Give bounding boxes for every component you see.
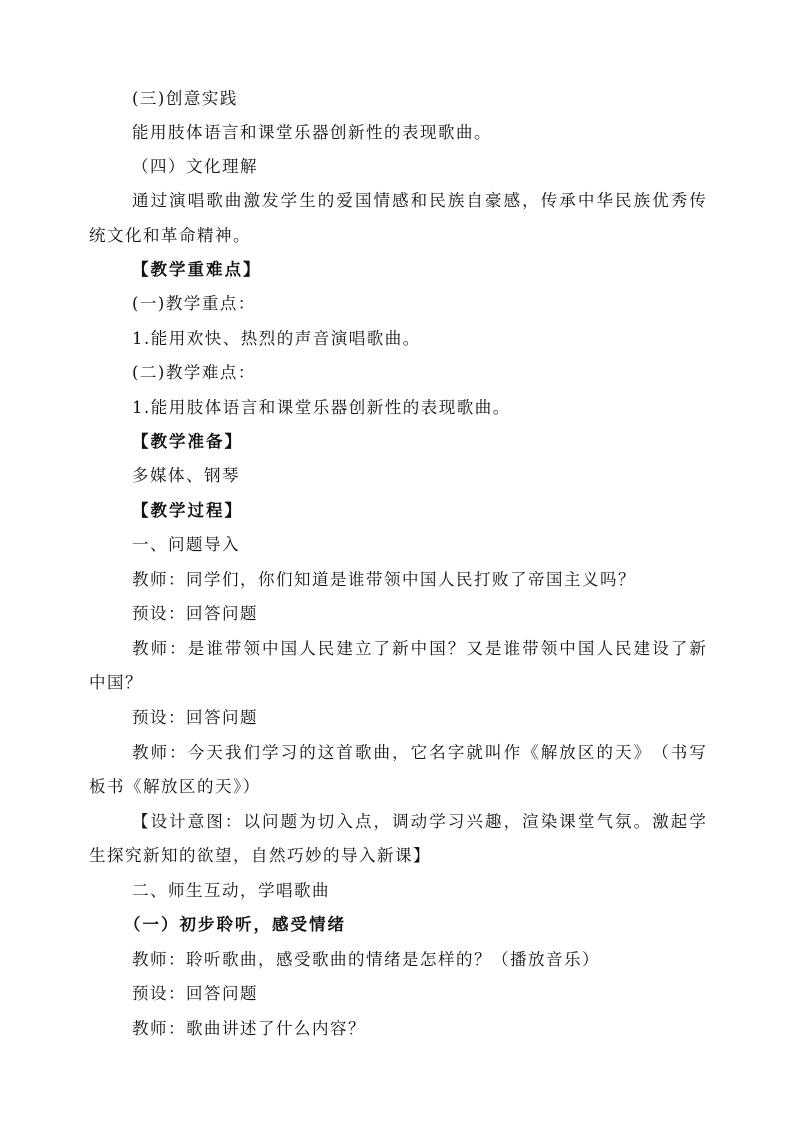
char: 感 [503,191,521,210]
char: ， [522,191,539,210]
char: 区 [577,743,595,762]
char: 计 [169,812,186,831]
paragraph: 统文化和革命精神。 [89,226,251,245]
char: 设 [150,812,168,831]
char: ： [169,639,186,658]
char: 学 [689,812,706,831]
char: 国 [429,639,446,658]
char: 染 [540,812,558,831]
char: 作 [503,743,521,762]
char: 是 [484,639,502,658]
char: 》 [633,743,651,762]
char: 感 [392,191,409,210]
char: 这 [317,743,335,762]
char: 它 [410,743,428,762]
char: ， [392,743,409,762]
design-intent: 生探究新知的欲望，自然巧妙的导入新课】 [89,846,431,865]
char: 书 [670,743,688,762]
char: ， [373,812,391,831]
char: （ [652,743,669,762]
dialogue-line: 板书《解放区的天》） [89,777,261,796]
char: 华 [596,191,613,210]
char: 学 [262,743,279,762]
char: 演 [169,191,186,210]
char: 新 [689,639,706,658]
char: 教 [132,743,149,762]
char: 国 [280,639,298,658]
char: 们 [243,743,260,762]
char: 人 [299,639,316,658]
char: 是 [187,639,205,658]
char: 族 [633,191,651,210]
char: 天 [206,743,223,762]
char: 领 [540,639,558,658]
char: 优 [652,191,669,210]
char: ： [224,812,242,831]
char: 调 [392,812,409,831]
char: 中 [559,639,576,658]
char: 建 [633,639,651,658]
char: 为 [299,812,316,831]
char: 氛 [615,812,632,831]
subheading-bold: （一）初步聆听，感受情绪 [124,915,346,934]
char: 的 [299,743,316,762]
subheading: 二、师生互动，学唱歌曲 [132,881,330,900]
char: 中 [262,639,279,658]
char: 气 [596,812,613,831]
char: 师 [150,639,168,658]
heading-process: 【教学过程】 [132,501,243,520]
char: 和 [410,191,428,210]
char: 的 [596,743,613,762]
char: 歌 [206,191,223,210]
char: 过 [150,191,168,210]
char: 字 [447,743,465,762]
char: 解 [540,743,558,762]
char: 发 [262,191,279,210]
char: 新 [392,639,409,658]
char: 题 [280,812,298,831]
char: 立 [354,639,372,658]
subheading: (二)教学难点： [132,363,256,382]
list-item: 1.能用欢快、热烈的声音演唱歌曲。 [132,329,421,348]
char: 传 [540,191,558,210]
section-heading-cultural-understanding: （四）文化理解 [132,157,258,176]
char: 动 [410,812,428,831]
char: 了 [670,639,688,658]
subheading: (一)教学重点： [132,294,256,313]
char: 建 [336,639,353,658]
char: 趣 [484,812,502,831]
char: 《 [522,743,539,762]
paragraph: 多媒体、钢琴 [132,466,240,485]
char: 点 [354,812,372,831]
dialogue-line-justified [132,638,706,660]
char: 写 [689,743,706,762]
char: 切 [317,812,335,831]
char: 【 [132,812,149,831]
char: 设 [652,639,669,658]
char: 入 [336,812,353,831]
char: 学 [429,812,446,831]
char: ， [503,812,521,831]
char: 曲 [373,743,391,762]
char: 族 [447,191,465,210]
dialogue-line: 预设：回答问题 [132,708,258,727]
char: 以 [243,812,260,831]
char: 带 [224,639,242,658]
list-item: 1.能用肢体语言和课堂乐器创新性的表现歌曲。 [132,398,511,417]
char: ： [169,743,186,762]
char: 学 [280,191,298,210]
char: 首 [336,743,353,762]
dialogue-line: 中国？ [89,673,143,692]
char: 激 [243,191,260,210]
design-intent-justified [132,811,706,833]
char: 曲 [224,191,242,210]
char: 教 [132,639,149,658]
subheading: 一、问题导入 [132,535,240,554]
dialogue-line: 教师：聆听歌曲，感受歌曲的情绪是怎样的？（播放音乐） [132,950,600,969]
paragraph: 能用肢体语言和课堂乐器创新性的表现歌曲。 [132,123,492,142]
char: 谁 [206,639,223,658]
char: 人 [596,639,613,658]
char: 今 [187,743,205,762]
dialogue-line: 教师：歌曲讲述了什么内容？ [132,1019,366,1038]
char: 师 [150,743,168,762]
char: 中 [410,639,428,658]
char: 歌 [354,743,372,762]
char: 了 [373,639,391,658]
char: 我 [224,743,242,762]
char: 。 [633,812,651,831]
dialogue-line: 预设：回答问题 [132,984,258,1003]
char: 传 [689,191,706,210]
char: 豪 [484,191,502,210]
char: 放 [559,743,576,762]
char: 习 [447,812,465,831]
char: 民 [615,191,632,210]
char: 意 [187,812,205,831]
char: 民 [317,639,335,658]
char: 秀 [670,191,688,210]
dialogue-line-justified [132,742,706,764]
section-heading-creative-practice: (三)创意实践 [132,89,238,108]
char: 起 [670,812,688,831]
char: 生 [299,191,316,210]
char: 激 [652,812,669,831]
char: 堂 [577,812,595,831]
char: 天 [615,743,632,762]
heading-preparation: 【教学准备】 [132,432,243,451]
char: 问 [262,812,279,831]
char: 国 [354,191,372,210]
char: 又 [466,639,483,658]
char: 课 [559,812,576,831]
char: 中 [577,191,595,210]
char: 唱 [187,191,205,210]
char: ？ [447,639,465,658]
char: 的 [317,191,335,210]
heading-key-points: 【教学重难点】 [132,260,262,279]
dialogue-line: 预设：回答问题 [132,604,258,623]
char: 习 [280,743,298,762]
char: 名 [429,743,446,762]
char: 渲 [522,812,539,831]
char: 承 [559,191,576,210]
char: 国 [577,639,595,658]
char: 情 [373,191,391,210]
char: 就 [466,743,483,762]
char: 图 [206,812,223,831]
paragraph-justified [132,190,706,212]
char: 爱 [336,191,353,210]
char: 民 [429,191,446,210]
char: 民 [615,639,632,658]
dialogue-line: 教师：同学们，你们知道是谁带领中国人民打败了帝国主义吗？ [132,570,636,589]
char: 谁 [503,639,521,658]
char: 领 [243,639,260,658]
char: 叫 [484,743,502,762]
char: 通 [132,191,149,210]
char: 兴 [466,812,483,831]
char: 带 [522,639,539,658]
char: 自 [466,191,483,210]
